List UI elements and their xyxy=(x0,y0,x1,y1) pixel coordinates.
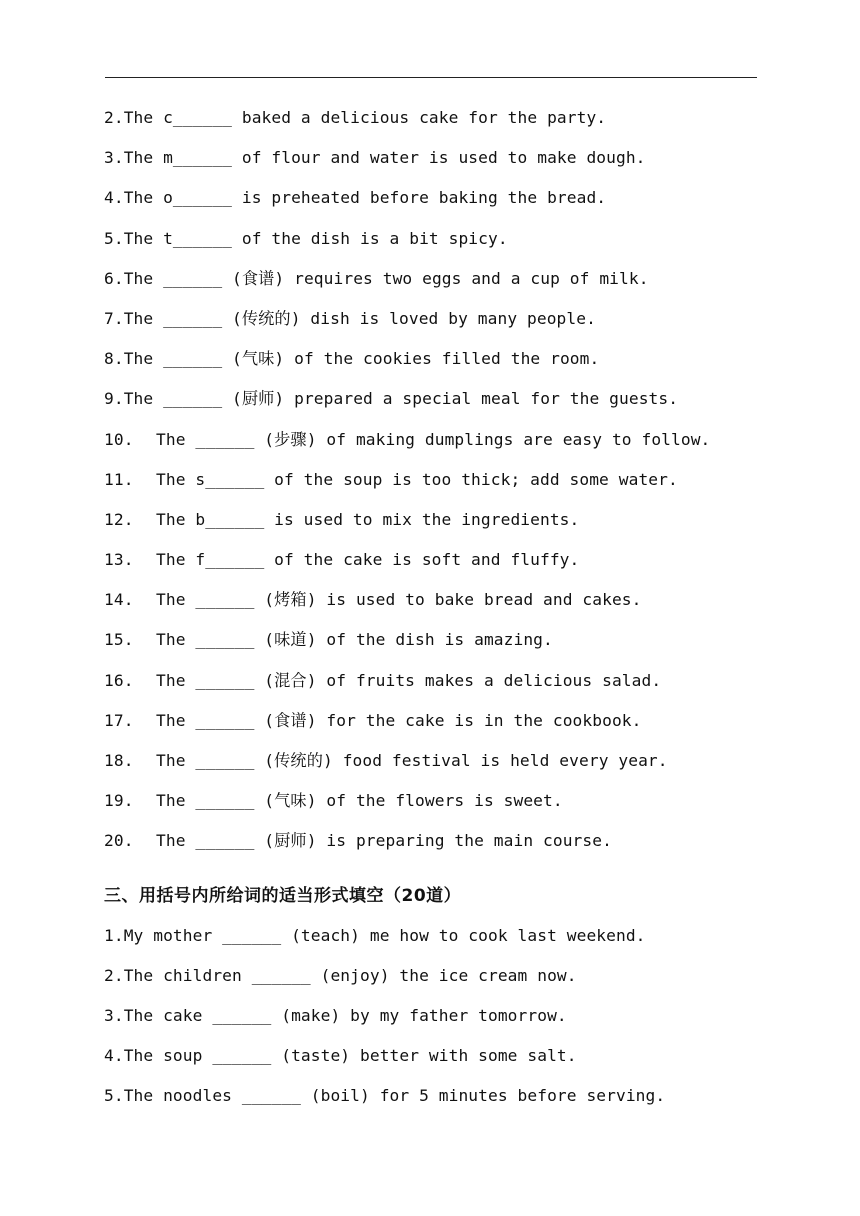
item-number: 4. xyxy=(104,188,124,208)
header-rule xyxy=(105,77,757,78)
item-text: The ______ (烤箱) is used to bake bread and cakes. xyxy=(156,590,642,610)
list-item xyxy=(104,343,784,383)
item-text: The ______ (步骤) of making dumplings are easy to follow. xyxy=(156,429,711,449)
item-text: The ______ (食谱) requires two eggs and a cup of milk. xyxy=(123,268,649,288)
item-number: 14. xyxy=(104,590,134,610)
list-item xyxy=(104,785,784,825)
list-item xyxy=(104,1040,784,1080)
list-item xyxy=(104,705,784,745)
list-item xyxy=(104,223,784,263)
item-text: The b______ is used to mix the ingredients. xyxy=(156,509,580,529)
item-number: 3. xyxy=(104,1005,124,1025)
item-text: The ______ (气味) of the cookies filled the room. xyxy=(123,349,600,369)
item-number: 10. xyxy=(104,429,134,449)
list-item xyxy=(104,263,784,303)
item-number: 18. xyxy=(104,751,134,770)
item-text: The f______ of the cake is soft and fluffy. xyxy=(156,550,580,570)
list-item xyxy=(104,825,784,865)
item-text: The m______ of flour and water is used to make dough. xyxy=(123,148,646,168)
item-number: 13. xyxy=(104,550,134,570)
list-item xyxy=(104,1000,784,1040)
list-item xyxy=(104,1080,784,1120)
list-item xyxy=(104,142,784,182)
item-number: 2. xyxy=(104,965,124,985)
list-item xyxy=(104,303,784,343)
document-body xyxy=(104,102,784,1121)
list-item xyxy=(104,920,784,960)
item-text: The t______ of the dish is a bit spicy. xyxy=(123,228,508,248)
item-text: The o______ is preheated before baking the bread. xyxy=(123,188,607,208)
item-number: 5. xyxy=(104,228,124,248)
item-text: The noodles ______ (boil) for 5 minutes before serving. xyxy=(123,1086,666,1106)
item-text: The children ______ (enjoy) the ice cream now. xyxy=(123,965,577,985)
item-number: 4. xyxy=(104,1046,124,1066)
item-text: The s______ of the soup is too thick; add some water. xyxy=(156,469,678,489)
item-text: The ______ (厨师) is preparing the main course. xyxy=(156,831,612,851)
item-number: 9. xyxy=(104,389,124,409)
item-text: The ______ (味道) of the dish is amazing. xyxy=(156,630,553,650)
list-item xyxy=(104,182,784,222)
item-number: 15. xyxy=(104,630,134,650)
item-number: 3. xyxy=(104,148,124,168)
item-number: 5. xyxy=(104,1086,124,1106)
item-text: The c______ baked a delicious cake for the party. xyxy=(123,108,607,127)
list-item xyxy=(104,544,784,584)
section-heading: 三、用括号内所给词的适当形式填空（20道） xyxy=(104,885,462,906)
item-number: 7. xyxy=(104,308,124,328)
item-text: The ______ (食谱) for the cake is in the cookbook. xyxy=(156,710,642,730)
item-text: The ______ (气味) of the flowers is sweet. xyxy=(156,791,563,811)
item-text: The soup ______ (taste) better with some salt. xyxy=(123,1046,577,1066)
list-item xyxy=(104,584,784,624)
item-number: 19. xyxy=(104,791,134,811)
item-number: 16. xyxy=(104,670,134,690)
item-text: The ______ (传统的) dish is loved by many people. xyxy=(123,308,596,328)
section-2-list xyxy=(104,102,784,866)
item-number: 1. xyxy=(104,925,124,945)
list-item xyxy=(104,383,784,423)
list-item xyxy=(104,504,784,544)
section-3-list xyxy=(104,920,784,1121)
item-text: The ______ (传统的) food festival is held every year. xyxy=(156,751,668,770)
item-number: 17. xyxy=(104,710,134,730)
item-text: The ______ (混合) of fruits makes a delicious salad. xyxy=(156,670,662,690)
list-item xyxy=(104,624,784,664)
list-item xyxy=(104,102,784,142)
list-item xyxy=(104,665,784,705)
item-number: 12. xyxy=(104,509,134,529)
item-number: 20. xyxy=(104,831,134,851)
list-item xyxy=(104,745,784,785)
item-number: 11. xyxy=(104,469,134,489)
item-number: 6. xyxy=(104,268,124,288)
list-item xyxy=(104,424,784,464)
item-text: My mother ______ (teach) me how to cook last weekend. xyxy=(123,925,646,945)
item-number: 8. xyxy=(104,349,124,369)
item-text: The cake ______ (make) by my father tomorrow. xyxy=(123,1005,567,1025)
list-item xyxy=(104,464,784,504)
item-number: 2. xyxy=(104,108,124,127)
item-text: The ______ (厨师) prepared a special meal for the guests. xyxy=(123,389,679,409)
list-item xyxy=(104,960,784,1000)
